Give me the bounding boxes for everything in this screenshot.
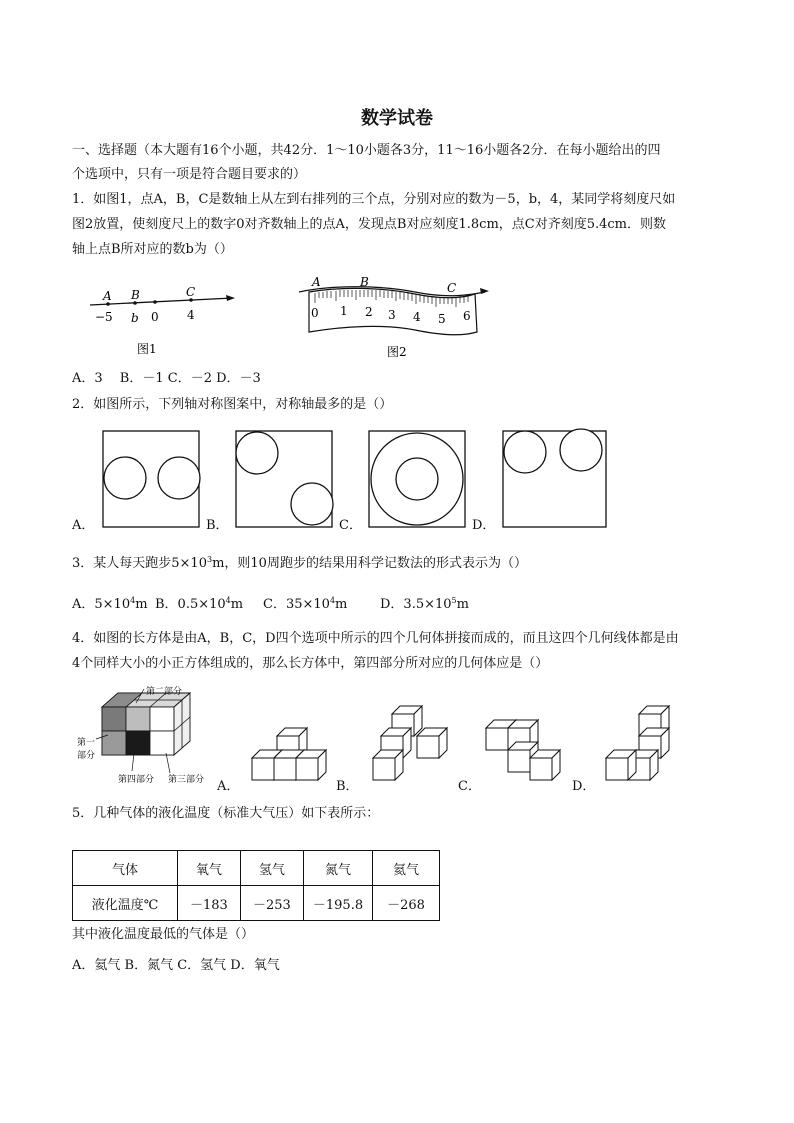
fig1-value-4: 4 [187,308,195,322]
table-header-cell: 氮气 [303,851,372,886]
label-part-3: 第三部分 [168,775,205,785]
table-cell: －253 [240,886,303,921]
q5-question: 其中液化温度最低的气体是（） [72,927,255,942]
fig1-value-b: b [131,311,139,325]
ruler-tick-3: 3 [388,308,396,322]
q1-line2: 图2放置，使刻度尺上的数字0对齐数轴上的点A，发现点B对应刻度1.8cm，点C对齐刻度5.4cm．则数 [72,217,666,232]
fig1-value-0: 0 [151,310,159,324]
ruler-tick-6: 6 [463,309,471,323]
table-header-cell: 氦气 [373,851,440,886]
q5-stem: 5．几种气体的液化温度（标准大气压）如下表所示： [72,806,380,821]
table-cell: －195.8 [303,886,372,921]
q2-figures [100,428,610,531]
table-cell: 液化温度℃ [73,886,178,921]
q2-label-b: B． [206,518,229,533]
q1-options: A．3 B．－1 C．－2 D．－3 [72,371,261,386]
q3-option-d: D．$3.5\times 10^5m$ [380,596,469,612]
q3-option-a: A．$5\times 10^4m$ [72,596,148,612]
q4-label-a: A． [217,779,240,794]
q4-line2: 4个同样大小的小正方体组成的，那么长方体中，第四部分所对应的几何体应是（） [72,656,549,671]
fig2-label-b: B [360,275,369,289]
ruler-tick-2: 2 [365,305,373,319]
table-header-cell: 氢气 [240,851,303,886]
label-part-1b: 部分 [77,751,96,761]
q4-label-d: D． [572,779,596,794]
q2-label-c: C． [339,518,362,533]
q3-option-c: C．$35\times 10^4m$ [263,596,348,612]
label-part-2: 第二部分 [146,687,183,697]
fig1-label-b: B [131,288,140,302]
q5-gas-table [72,850,440,921]
section-intro-line1: 一、选择题（本大题有16个小题，共42分．1～10小题各3分，11～16小题各2分．在每小题给出的四 [72,143,661,158]
q2-label-a: A． [72,518,95,533]
table-header-cell: 气体 [73,851,178,886]
ruler-tick-4: 4 [413,310,421,324]
fig2-label-a: A [312,275,321,289]
q3-option-b: B．$0.5\times 10^4m$ [155,596,244,612]
fig1-label-c: C [186,285,196,299]
table-header-row [73,851,440,886]
fig1-label-a: A [103,289,112,303]
fig2-caption: 图2 [387,345,407,359]
figure2-ruler [295,270,495,362]
q4-label-c: C． [458,779,481,794]
q4-solid-b [373,706,447,780]
q4-solid-d [606,706,669,780]
figure1-number-line [85,280,245,362]
ruler-tick-5: 5 [438,312,446,326]
q4-label-b: B． [336,779,359,794]
page-title: 数学试卷 [361,108,433,129]
q2-stem: 2．如图所示，下列轴对称图案中，对称轴最多的是（） [72,397,393,412]
q4-solid-a [252,728,326,780]
q3-stem: 3．某人每天跑步$5\times 10^3m$，则10周跑步的结果用科学记数法的形式表示为（） [72,555,527,571]
q1-line1: 1．如图1，点A，B，C是数轴上从左到右排列的三个点，分别对应的数为－5，b，4，某同学将刻度尺如 [72,192,676,207]
q2-label-d: D． [472,518,496,533]
ruler-tick-0: 0 [311,306,319,320]
fig1-value-minus5: −5 [95,310,113,324]
q4-cuboid-figure [74,683,224,793]
fig1-caption: 图1 [137,342,157,356]
label-part-1a: 第一 [77,738,96,748]
q1-line3: 轴上点B所对应的数b为（） [72,242,233,257]
q4-line1: 4．如图的长方体是由A，B，C，D四个选项中所示的四个几何体拼接而成的，而且这四个几何线体都是由 [72,631,679,646]
table-cell: －268 [373,886,440,921]
q5-options: A．氦气 B．氮气 C．氢气 D．氧气 [72,958,280,973]
q4-solid-c [486,720,560,780]
table-header-cell: 氧气 [177,851,240,886]
ruler-tick-1: 1 [340,304,348,318]
section-intro-line2: 个选项中，只有一项是符合题目要求的） [72,167,307,182]
table-cell: －183 [177,886,240,921]
label-part-4: 第四部分 [118,775,155,785]
fig2-label-c: C [447,281,457,295]
table-row [73,886,440,921]
